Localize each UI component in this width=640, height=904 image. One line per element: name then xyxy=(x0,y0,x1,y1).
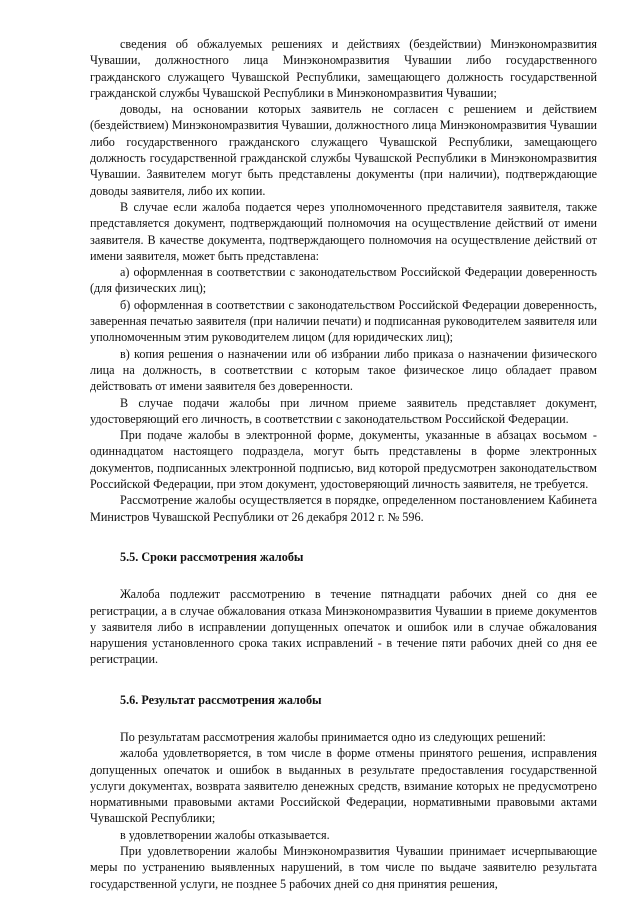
spacer xyxy=(90,708,597,729)
paragraph-option-a: а) оформленная в соответствии с законодательством Российской Федерации доверенность (для физических лиц); xyxy=(90,265,597,296)
paragraph-complaint-decisions: сведения об обжалуемых решениях и действиях (бездействии) Минэкономразвития Чувашии, должностного лица Минэкономразвития Чувашии либо государственного гражданского служащего Чувашской Республики, замещающего должность государственной гражданской службы Чувашской Республики в Минэкономразвития Чувашии; xyxy=(90,37,597,100)
paragraph-review-procedure: Рассмотрение жалобы осуществляется в порядке, определенном постановлением Кабинета Министров Чувашской Республики от 26 декабря 2012 г. № 596. xyxy=(90,493,597,524)
section-heading-5-5: 5.5. Сроки рассмотрения жалобы xyxy=(120,549,304,564)
paragraph-representative: В случае если жалоба подается через уполномоченного представителя заявителя, также представляется документ, подтверждающий полномочия на осуществление действий от имени заявителя. В качестве документа, подтверждающего полномочия на осуществление действий от имени заявителя, может быть представлена: xyxy=(90,199,597,263)
paragraph-personal-reception: В случае подачи жалобы при личном приеме заявитель представляет документ, удостоверяющий его личность, в соответствии с законодательством Российской Федерации. xyxy=(90,395,597,426)
paragraph-complaint-rejected: в удовлетворении жалобы отказывается. xyxy=(120,827,330,842)
paragraph-review-results: По результатам рассмотрения жалобы принимается одно из следующих решений: xyxy=(120,729,546,744)
paragraph-satisfaction-measures: При удовлетворении жалобы Минэкономразвития Чувашии принимает исчерпывающие меры по устранению выявленных нарушений, в том числе по выдаче заявителю результата государственной услуги, не позднее 5 рабочих дней со дня принятия решения, xyxy=(90,844,597,891)
document-page xyxy=(90,36,597,892)
spacer xyxy=(90,565,597,586)
spacer xyxy=(90,525,597,549)
paragraph-option-b: б) оформленная в соответствии с законодательством Российской Федерации доверенность, заверенная печатью заявителя (при наличии печати) и подписанная руководителем заявителя или уполномоченным этим руководителем лицом (для юридических лиц); xyxy=(90,297,597,345)
section-heading-5-6: 5.6. Результат рассмотрения жалобы xyxy=(120,692,322,707)
spacer xyxy=(90,668,597,692)
paragraph-review-terms: Жалоба подлежит рассмотрению в течение пятнадцати рабочих дней со дня ее регистрации, а в случае обжалования отказа Минэкономразвития Чувашии в приеме документов у заявителя либо в исправлении допущенных опечаток и ошибок или в случае обжалования нарушения установленного срока таких исправлений - в течение пяти рабочих дней со дня ее регистрации. xyxy=(90,587,597,667)
paragraph-option-c: в) копия решения о назначении или об избрании либо приказа о назначении физического лица на должность, в соответствии с которым такое физическое лицо обладает правом действовать от имени заявителя без доверенности. xyxy=(90,346,597,394)
paragraph-applicant-arguments: доводы, на основании которых заявитель не согласен с решением и действием (бездействием) Минэкономразвития Чувашии, должностного лица Минэкономразвития Чувашии либо государственного гражданского служащего Чувашской Республики, замещающего должность государственной гражданской службы Чувашской Республики в Минэкономразвития Чувашии. Заявителем могут быть представлены документы (при наличии), подтверждающие доводы заявителя, либо их копии. xyxy=(90,102,597,198)
paragraph-electronic-form: При подаче жалобы в электронной форме, документы, указанные в абзацах восьмом - одиннадцатом настоящего подраздела, могут быть представлены в форме электронных документов, подписанных электронной подписью, вид которой предусмотрен законодательством Российской Федерации, при этом документ, удостоверяющий личность заявителя, не требуется. xyxy=(90,428,597,492)
paragraph-complaint-satisfied: жалоба удовлетворяется, в том числе в форме отмены принятого решения, исправления допущенных опечаток и ошибок в выданных в результате предоставления государственной услуги документах, возврата заявителю денежных средств, взимание которых не предусмотрено нормативными правовыми актами Российской Федерации, нормативными правовыми актами Чувашской Республики; xyxy=(90,746,597,826)
